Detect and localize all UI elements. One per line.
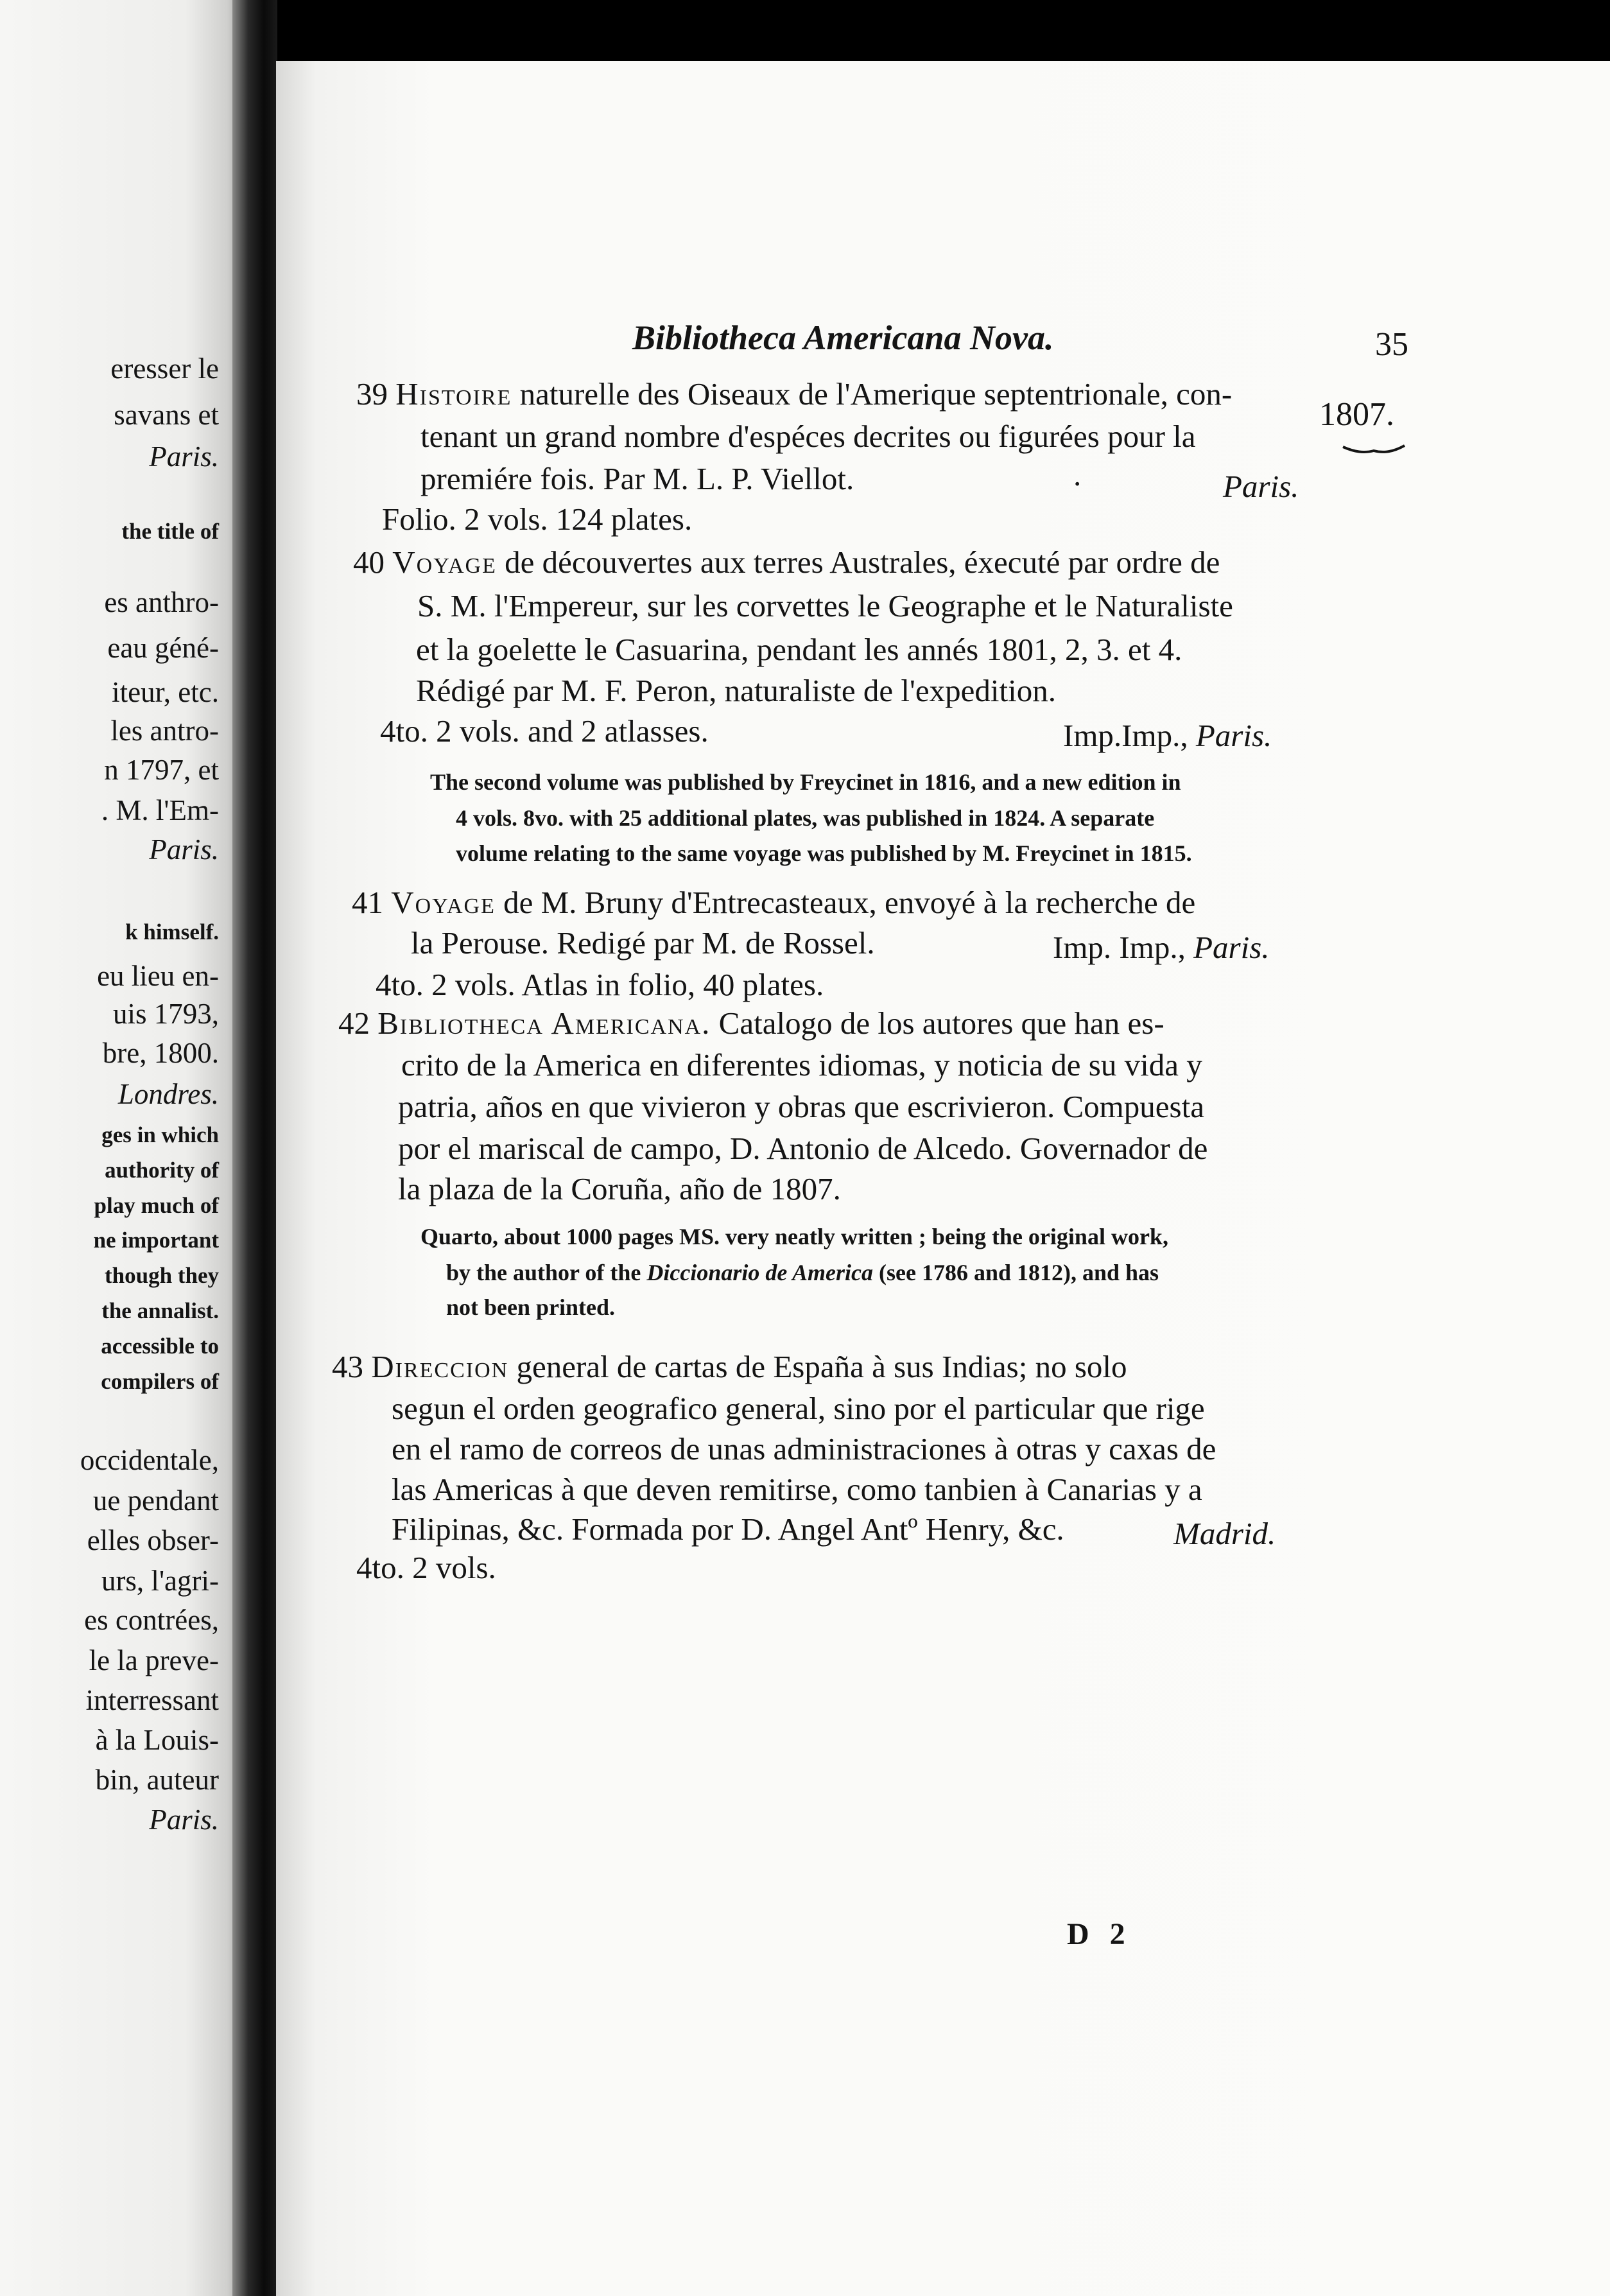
entry-43-line-4: las Americas à que deven remitirse, como tanbien à Canarias y a [392, 1472, 1202, 1507]
note-text: (see 1786 and 1812), and has [872, 1260, 1159, 1285]
entry-43-place: Madrid. [1173, 1516, 1276, 1551]
left-text-line: occidentale, [80, 1444, 219, 1476]
left-text-line: Paris. [149, 833, 219, 865]
entry-39-dot: · [1072, 466, 1083, 501]
left-text-line: accessible to [101, 1334, 219, 1359]
entry-text: Imp.Imp., [1063, 718, 1196, 753]
year-marker: 1807. [1319, 396, 1394, 433]
entry-42-line-5: la plaza de la Coruña, año de 1807. [398, 1171, 841, 1206]
entry-42-line-3: patria, años en que vivieron y obras que escrivieron. Compuesta [398, 1089, 1204, 1124]
entry-42-line-2: crito de la America en diferentes idiomas, y noticia de su vida y [401, 1047, 1202, 1083]
left-text-line: . M. l'Em- [101, 794, 219, 826]
left-text-line: eresser le [110, 352, 219, 385]
left-text-line: authority of [105, 1158, 219, 1183]
entry-42-note-1: Quarto, about 1000 pages MS. very neatly written ; being the original work, [420, 1224, 1168, 1249]
left-text-line: eau géné- [107, 632, 219, 664]
entry-39-line-4: Folio. 2 vols. 124 plates. [382, 501, 693, 537]
entry-41-line-2: la Perouse. Redigé par M. de Rossel. [411, 925, 875, 961]
entry-43-line-3: en el ramo de correos de unas administraciones à otras y caxas de [392, 1431, 1216, 1466]
left-text-line: bin, auteur [95, 1764, 219, 1796]
entry-place: Paris. [1195, 718, 1272, 753]
entry-43-line-2: segun el orden geografico general, sino por el particular que rige [392, 1391, 1205, 1426]
entry-text: Catalogo de los autores que han es- [711, 1005, 1164, 1041]
entry-40-note-2: 4 vols. 8vo. with 25 additional plates, was published in 1824. A separate [456, 805, 1155, 831]
entry-place: Paris. [1193, 930, 1270, 965]
entry-39-line-3: premiére fois. Par M. L. P. Viellot. [420, 461, 854, 496]
entry-text: de M. Bruny d'Entrecasteaux, envoyé à la recherche de [495, 885, 1196, 920]
entry-40-line-4: Rédigé par M. F. Peron, naturaliste de l'expedition. [416, 673, 1056, 708]
entry-42-note-2 [446, 1259, 1159, 1286]
entry-number: 40 [353, 544, 385, 580]
entry-41-line-1 [352, 884, 1195, 921]
left-text-line: Paris. [149, 1804, 219, 1836]
left-text-line: k himself. [125, 919, 219, 944]
entry-41-imprint [1053, 929, 1270, 966]
left-text-line: les antro- [110, 715, 219, 747]
left-text-line: iteur, etc. [112, 676, 219, 708]
entry-lead: Voyage [392, 544, 497, 580]
entry-39-line-2: tenant un grand nombre d'espéces decrites ou figurées pour la [420, 419, 1196, 454]
left-text-line: Londres. [117, 1078, 219, 1110]
entry-39-place: Paris. [1223, 469, 1299, 504]
left-text-line: interressant [85, 1684, 219, 1716]
entry-40-line-2: S. M. l'Empereur, sur les corvettes le Geographe et le Naturaliste [417, 588, 1233, 623]
left-page-fragment [0, 0, 247, 2296]
left-text-line: savans et [114, 399, 219, 431]
entry-42-line-4: por el mariscal de campo, D. Antonio de Alcedo. Governador de [398, 1131, 1208, 1166]
left-text-line: the annalist. [101, 1298, 219, 1323]
entry-42-note-3: not been printed. [446, 1294, 616, 1320]
page-number: 35 [1375, 326, 1408, 363]
book-gutter [232, 0, 277, 2296]
entry-number: 43 [332, 1349, 363, 1384]
running-header-title: Bibliotheca Americana Nova. [632, 318, 1054, 357]
left-text-line: ue pendant [92, 1484, 219, 1517]
left-text-line: uis 1793, [112, 998, 219, 1030]
left-text-line: le la preve- [89, 1644, 219, 1676]
left-text-line: ne important [93, 1228, 219, 1253]
entry-number: 42 [338, 1005, 370, 1041]
entry-43-line-1 [332, 1348, 1127, 1385]
entry-text: de découvertes aux terres Australes, éxecuté par ordre de [496, 544, 1220, 580]
entry-40-line-3: et la goelette le Casuarina, pendant les annés 1801, 2, 3. et 4. [416, 632, 1182, 667]
left-text-line: Paris. [149, 440, 219, 473]
note-title: Diccionario de America [646, 1260, 873, 1285]
left-text-line: es contrées, [84, 1604, 219, 1636]
left-text-line: n 1797, et [104, 754, 219, 786]
entry-text: naturelle des Oiseaux de l'Amerique septentrionale, con- [512, 376, 1233, 412]
entry-40-note-3: volume relating to the same voyage was published by M. Freycinet in 1815. [456, 840, 1192, 866]
left-text-line: urs, l'agri- [101, 1565, 219, 1597]
signature-mark: D 2 [1067, 1917, 1132, 1951]
entry-number: 39 [356, 376, 388, 412]
left-text-line: es anthro- [104, 586, 219, 618]
entry-40-line-5: 4to. 2 vols. and 2 atlasses. [380, 713, 709, 749]
entry-number: 41 [352, 885, 383, 920]
entry-40-note-1: The second volume was published by Freycinet in 1816, and a new edition in [430, 769, 1181, 795]
note-text: by the author of the [446, 1260, 647, 1285]
entry-43-line-6: 4to. 2 vols. [356, 1550, 496, 1585]
entry-43-line-5: Filipinas, &c. Formada por D. Angel Antº Henry, &c. [392, 1511, 1064, 1547]
entry-lead: Voyage [391, 885, 496, 920]
left-text-line: ges in which [101, 1122, 219, 1147]
left-text-line: the title of [121, 519, 219, 544]
left-text-line: elles obser- [87, 1524, 219, 1556]
right-page [276, 61, 1610, 2296]
entry-text: general de cartas de España à sus Indias; no solo [508, 1349, 1127, 1384]
year-flourish-icon [1342, 443, 1406, 457]
entry-lead: Bibliotheca Americana. [377, 1005, 711, 1041]
entry-lead: Direccion [371, 1349, 509, 1384]
entry-40-imprint [1063, 717, 1272, 754]
entry-42-line-1 [338, 1005, 1164, 1041]
left-text-line: eu lieu en- [97, 960, 219, 992]
left-text-line: play much of [94, 1193, 219, 1218]
left-text-line: though they [105, 1263, 219, 1288]
left-text-line: bre, 1800. [102, 1037, 219, 1069]
entry-39-line-1 [356, 376, 1232, 412]
left-text-line: à la Louis- [95, 1724, 219, 1756]
entry-40-line-1 [353, 544, 1220, 580]
entry-lead: Histoire [395, 376, 512, 412]
entry-text: Imp. Imp., [1053, 930, 1194, 965]
entry-41-line-3: 4to. 2 vols. Atlas in folio, 40 plates. [376, 967, 824, 1002]
left-text-line: compilers of [101, 1369, 219, 1394]
